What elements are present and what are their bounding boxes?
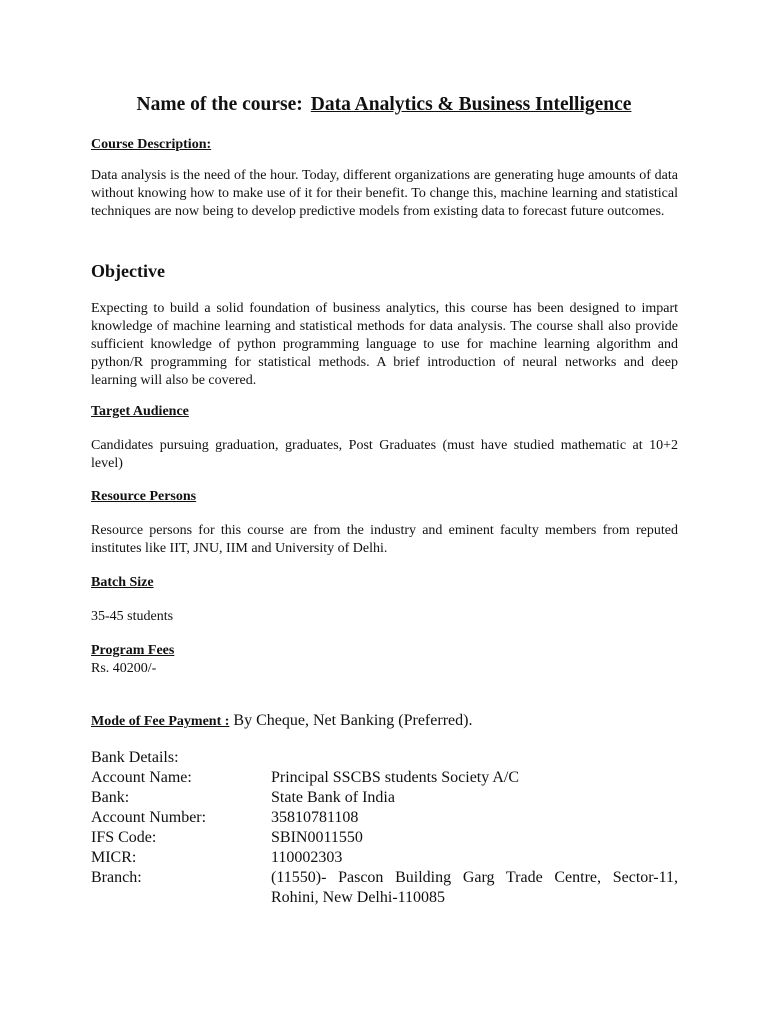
bank-key: Bank: (91, 789, 130, 806)
title-prefix: Name of the course: (136, 94, 303, 115)
bank-value: (11550)- Pascon Building Garg Trade Centre, Sector-11, Rohini, New Delhi-110085 (271, 869, 678, 906)
bank-key: MICR: (91, 849, 137, 866)
fee-payment-label: Mode of Fee Payment : (91, 714, 230, 729)
bank-value: Principal SSCBS students Society A/C (271, 769, 520, 786)
batch-size-heading: Batch Size (91, 575, 154, 590)
program-fees-text: Rs. 40200/- (91, 661, 157, 676)
bank-value: SBIN0011550 (271, 829, 363, 846)
bank-details-title: Bank Details: (91, 749, 179, 766)
bank-value: 35810781108 (271, 809, 359, 826)
objective-text: Expecting to build a solid foundation of business analytics, this course has been designed to impart knowledge of machine learning and statistical methods for data analysis. The course shall also provide sufficient knowledge of python programming language to use for machine learning algorithm and python/R programming for statistical methods. A brief introduction of neural networks and deep learning will also be covered. (91, 301, 678, 388)
program-fees-heading: Program Fees (91, 643, 175, 658)
bank-key: Account Number: (91, 809, 207, 826)
bank-value: State Bank of India (271, 789, 395, 806)
course-name: Data Analytics & Business Intelligence (310, 94, 632, 115)
page-title (0, 93, 768, 117)
resource-persons-heading: Resource Persons (91, 489, 197, 504)
bank-key: Account Name: (91, 769, 192, 786)
course-description-text: Data analysis is the need of the hour. Today, different organizations are generating huge amounts of data without knowing how to make use of it for their benefit. To change this, machine learning and statistical techniques are now being to develop predictive models from existing data to forecast future outcomes. (91, 168, 678, 219)
fee-payment-line (91, 710, 472, 733)
target-audience-text: Candidates pursuing graduation, graduates, Post Graduates (must have studied mathematic at 10+2 level) (91, 438, 678, 471)
target-audience-heading: Target Audience (91, 404, 189, 419)
course-description-heading: Course Description: (91, 137, 212, 152)
batch-size-text: 35-45 students (91, 609, 174, 624)
objective-heading: Objective (91, 261, 165, 281)
bank-key: Branch: (91, 869, 142, 886)
fee-payment-value: By Cheque, Net Banking (Preferred). (233, 712, 473, 729)
resource-persons-text: Resource persons for this course are from the industry and eminent faculty members from reputed institutes like IIT, JNU, IIM and University of Delhi. (91, 523, 678, 556)
bank-key: IFS Code: (91, 829, 157, 846)
bank-value: 110002303 (271, 849, 343, 866)
